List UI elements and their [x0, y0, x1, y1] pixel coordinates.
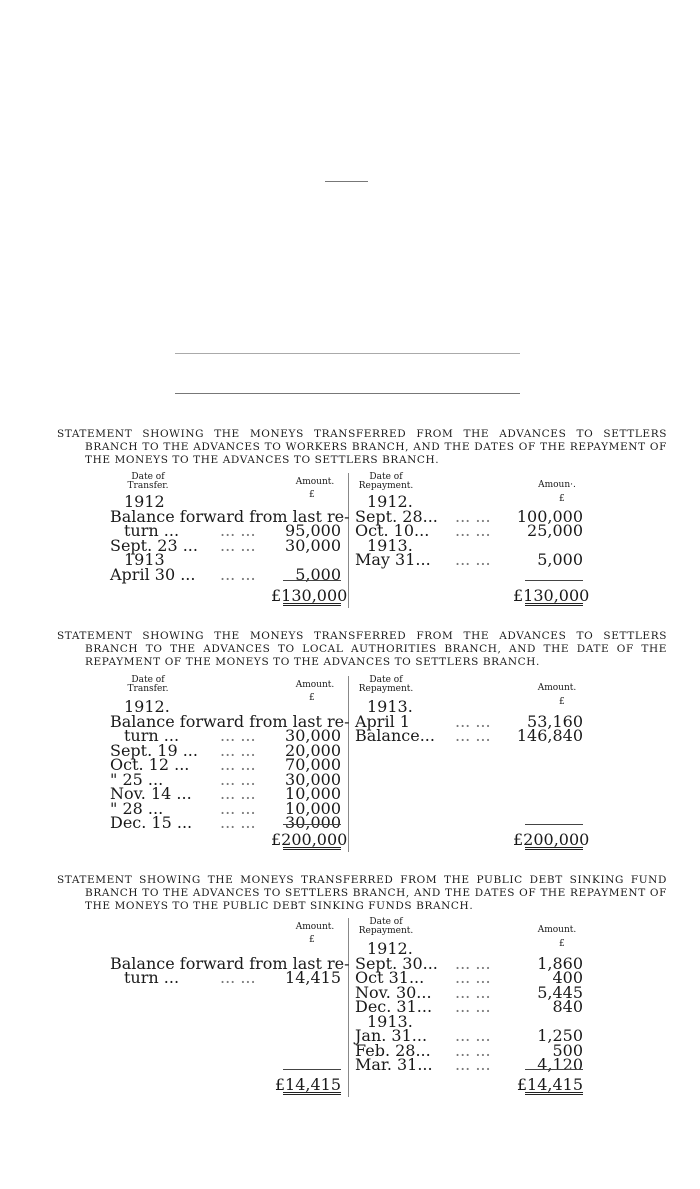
left-double-rule	[283, 847, 341, 850]
left-entry-label: Oct. 12 ...	[110, 755, 190, 774]
right-total: £130,000	[513, 586, 590, 605]
leader-dots: ... ...	[455, 982, 491, 1002]
right-entry-label: 1913.	[367, 535, 413, 555]
header-amount-right: Amoun·.	[538, 480, 576, 490]
left-total-rule	[283, 824, 341, 825]
header-date-of-repayment: Date of Repayment.	[358, 472, 414, 491]
header-date-of-transfer: Date of Transfer.	[127, 472, 169, 491]
right-entry-label: Mar. 31...	[355, 1055, 433, 1074]
leader-dots: ... ...	[455, 968, 491, 987]
right-entry-label: 1912.	[367, 939, 413, 958]
right-entry-label: 1913.	[367, 697, 413, 716]
leader-dots: ... ...	[455, 506, 491, 526]
header-amount-left: Amount.	[295, 477, 335, 487]
left-entry-label: Balance forward from last re-	[110, 506, 350, 526]
right-entry-amount: 25,000	[527, 521, 583, 540]
leader-dots: ... ...	[220, 813, 256, 832]
left-entry-label: 1913	[124, 550, 165, 569]
right-entry-label: Sept. 30...	[355, 953, 438, 973]
right-entry-amount: 840	[552, 997, 583, 1016]
leader-dots: ... ...	[455, 997, 491, 1016]
left-entry-label: turn ...	[124, 521, 180, 540]
header-date-of-repayment: Date of Repayment.	[358, 917, 414, 936]
leader-dots: ... ...	[455, 1026, 491, 1045]
header-amount-right: Amount.	[537, 683, 577, 693]
left-entry-amount: 5,000	[295, 564, 341, 584]
statement-heading: STATEMENT SHOWING THE MONEYS TRANSFERRED FROM THE ADVANCES TO SETTLERS BRANCH TO THE ADVANCES TO LOCAL AUTHORITIES BRANCH, AND THE DATE OF THE REPAYMENT OF THE MONEYS TO THE ADVANCES TO SETTLERS BRANCH.	[57, 630, 667, 668]
right-entry-label: Oct. 10...	[355, 521, 430, 540]
leader-dots: ... ...	[455, 550, 491, 569]
column-divider	[348, 676, 349, 852]
left-double-rule	[283, 1092, 341, 1095]
left-entry-label: " 28 ...	[110, 798, 164, 818]
right-double-rule	[525, 847, 583, 850]
right-entry-amount: 4,120	[537, 1055, 583, 1074]
header-currency-right: £	[559, 494, 565, 504]
leader-dots: ... ...	[220, 755, 256, 774]
column-divider	[348, 473, 349, 608]
leader-dots: ... ...	[220, 535, 256, 555]
left-entry-amount: 30,000	[285, 769, 341, 789]
right-entry-amount: 5,445	[537, 982, 583, 1002]
statement-heading: STATEMENT SHOWING THE MONEYS TRANSFERRED FROM THE PUBLIC DEBT SINKING FUND BRANCH TO THE ADVANCES TO SETTLERS BRANCH, AND THE DATES OF THE REPAYMENT OF THE MONEYS TO THE PUBLIC DEBT SINKING FUNDS BRANCH.	[57, 874, 667, 912]
header-currency-left: £	[309, 935, 315, 945]
left-total: £14,415	[274, 1075, 341, 1094]
leader-dots: ... ...	[455, 953, 491, 973]
left-entry-amount: 20,000	[285, 740, 341, 760]
left-entry-label: Sept. 23 ...	[110, 535, 198, 555]
left-entry-label: Balance forward from last re-	[110, 953, 350, 973]
left-total-rule	[283, 580, 341, 581]
header-amount-right: Amount.	[537, 925, 577, 935]
leader-dots: ... ...	[220, 968, 256, 987]
left-entry-amount: 10,000	[285, 798, 341, 818]
right-entry-label: Dec. 31...	[355, 997, 433, 1016]
right-entry-amount: 146,840	[516, 726, 583, 745]
left-entry-amount: 95,000	[285, 521, 341, 540]
right-entry-label: Sept. 28...	[355, 506, 438, 526]
leader-dots: ... ...	[455, 1055, 491, 1074]
header-currency-right: £	[559, 939, 565, 949]
column-divider	[348, 918, 349, 1097]
right-total: £200,000	[513, 830, 590, 849]
header-currency-left: £	[309, 490, 315, 500]
left-entry-label: turn ...	[124, 968, 180, 987]
right-total-rule	[525, 580, 583, 581]
left-double-rule	[283, 603, 341, 606]
left-entry-amount: 14,415	[285, 968, 341, 987]
left-entry-amount: 10,000	[285, 784, 341, 803]
lower-rule	[175, 393, 520, 394]
left-entry-amount: 30,000	[285, 535, 341, 555]
right-double-rule	[525, 603, 583, 606]
left-entry-label: April 30 ...	[110, 564, 196, 584]
right-entry-label: Nov. 30...	[355, 982, 432, 1002]
left-entry-label: Nov. 14 ...	[110, 784, 192, 803]
left-entry-label: 1912	[124, 492, 165, 511]
left-entry-amount: 30,000	[285, 726, 341, 745]
leader-dots: ... ...	[220, 740, 256, 760]
left-total: £200,000	[271, 830, 348, 849]
leader-dots: ... ...	[220, 769, 256, 789]
left-entry-label: 1912.	[124, 697, 170, 716]
right-entry-amount: 1,860	[537, 953, 583, 973]
left-entry-label: Sept. 19 ...	[110, 740, 198, 760]
leader-dots: ... ...	[455, 521, 491, 540]
header-currency-left: £	[309, 693, 315, 703]
right-entry-label: Oct 31...	[355, 968, 425, 987]
header-amount-left: Amount.	[295, 922, 335, 932]
upper-rule	[175, 353, 520, 354]
right-entry-label: April 1	[355, 711, 410, 731]
header-currency-right: £	[559, 697, 565, 707]
header-date-of-transfer: Date of Transfer.	[127, 675, 169, 694]
right-total: £14,415	[516, 1075, 583, 1094]
left-entry-amount: 70,000	[285, 755, 341, 774]
right-total-rule	[525, 824, 583, 825]
left-entry-label: turn ...	[124, 726, 180, 745]
right-entry-amount: 100,000	[516, 506, 583, 526]
right-entry-amount: 53,160	[527, 711, 583, 731]
left-entry-amount: 30,000	[285, 813, 341, 832]
right-entry-label: Balance...	[355, 726, 435, 745]
leader-dots: ... ...	[455, 711, 491, 731]
leader-dots: ... ...	[220, 798, 256, 818]
right-entry-label: 1913.	[367, 1011, 413, 1031]
right-entry-amount: 400	[552, 968, 583, 987]
left-total: £130,000	[271, 586, 348, 605]
left-entry-label: " 25 ...	[110, 769, 164, 789]
right-total-rule	[525, 1069, 583, 1070]
leader-dots: ... ...	[220, 726, 256, 745]
leader-dots: ... ...	[220, 784, 256, 803]
leader-dots: ... ...	[455, 1040, 491, 1060]
right-double-rule	[525, 1092, 583, 1095]
right-entry-label: Jan. 31...	[355, 1026, 428, 1045]
right-entry-amount: 5,000	[537, 550, 583, 569]
header-amount-left: Amount.	[295, 680, 335, 690]
top-short-rule	[325, 181, 368, 182]
leader-dots: ... ...	[220, 564, 256, 584]
right-entry-amount: 500	[552, 1040, 583, 1060]
right-entry-amount: 1,250	[537, 1026, 583, 1045]
header-date-of-repayment: Date of Repayment.	[358, 675, 414, 694]
right-entry-label: May 31...	[355, 550, 431, 569]
leader-dots: ... ...	[220, 521, 256, 540]
left-entry-label: Balance forward from last re-	[110, 711, 350, 731]
statement-heading: STATEMENT SHOWING THE MONEYS TRANSFERRED FROM THE ADVANCES TO SETTLERS BRANCH TO THE ADVANCES TO WORKERS BRANCH, AND THE DATES OF THE REPAYMENT OF THE MONEYS TO THE ADVANCES TO SETTLERS BRANCH.	[57, 428, 667, 466]
right-entry-label: 1912.	[367, 492, 413, 511]
right-entry-label: Feb. 28...	[355, 1040, 431, 1060]
left-total-rule	[283, 1069, 341, 1070]
left-entry-label: Dec. 15 ...	[110, 813, 193, 832]
leader-dots: ... ...	[455, 726, 491, 745]
